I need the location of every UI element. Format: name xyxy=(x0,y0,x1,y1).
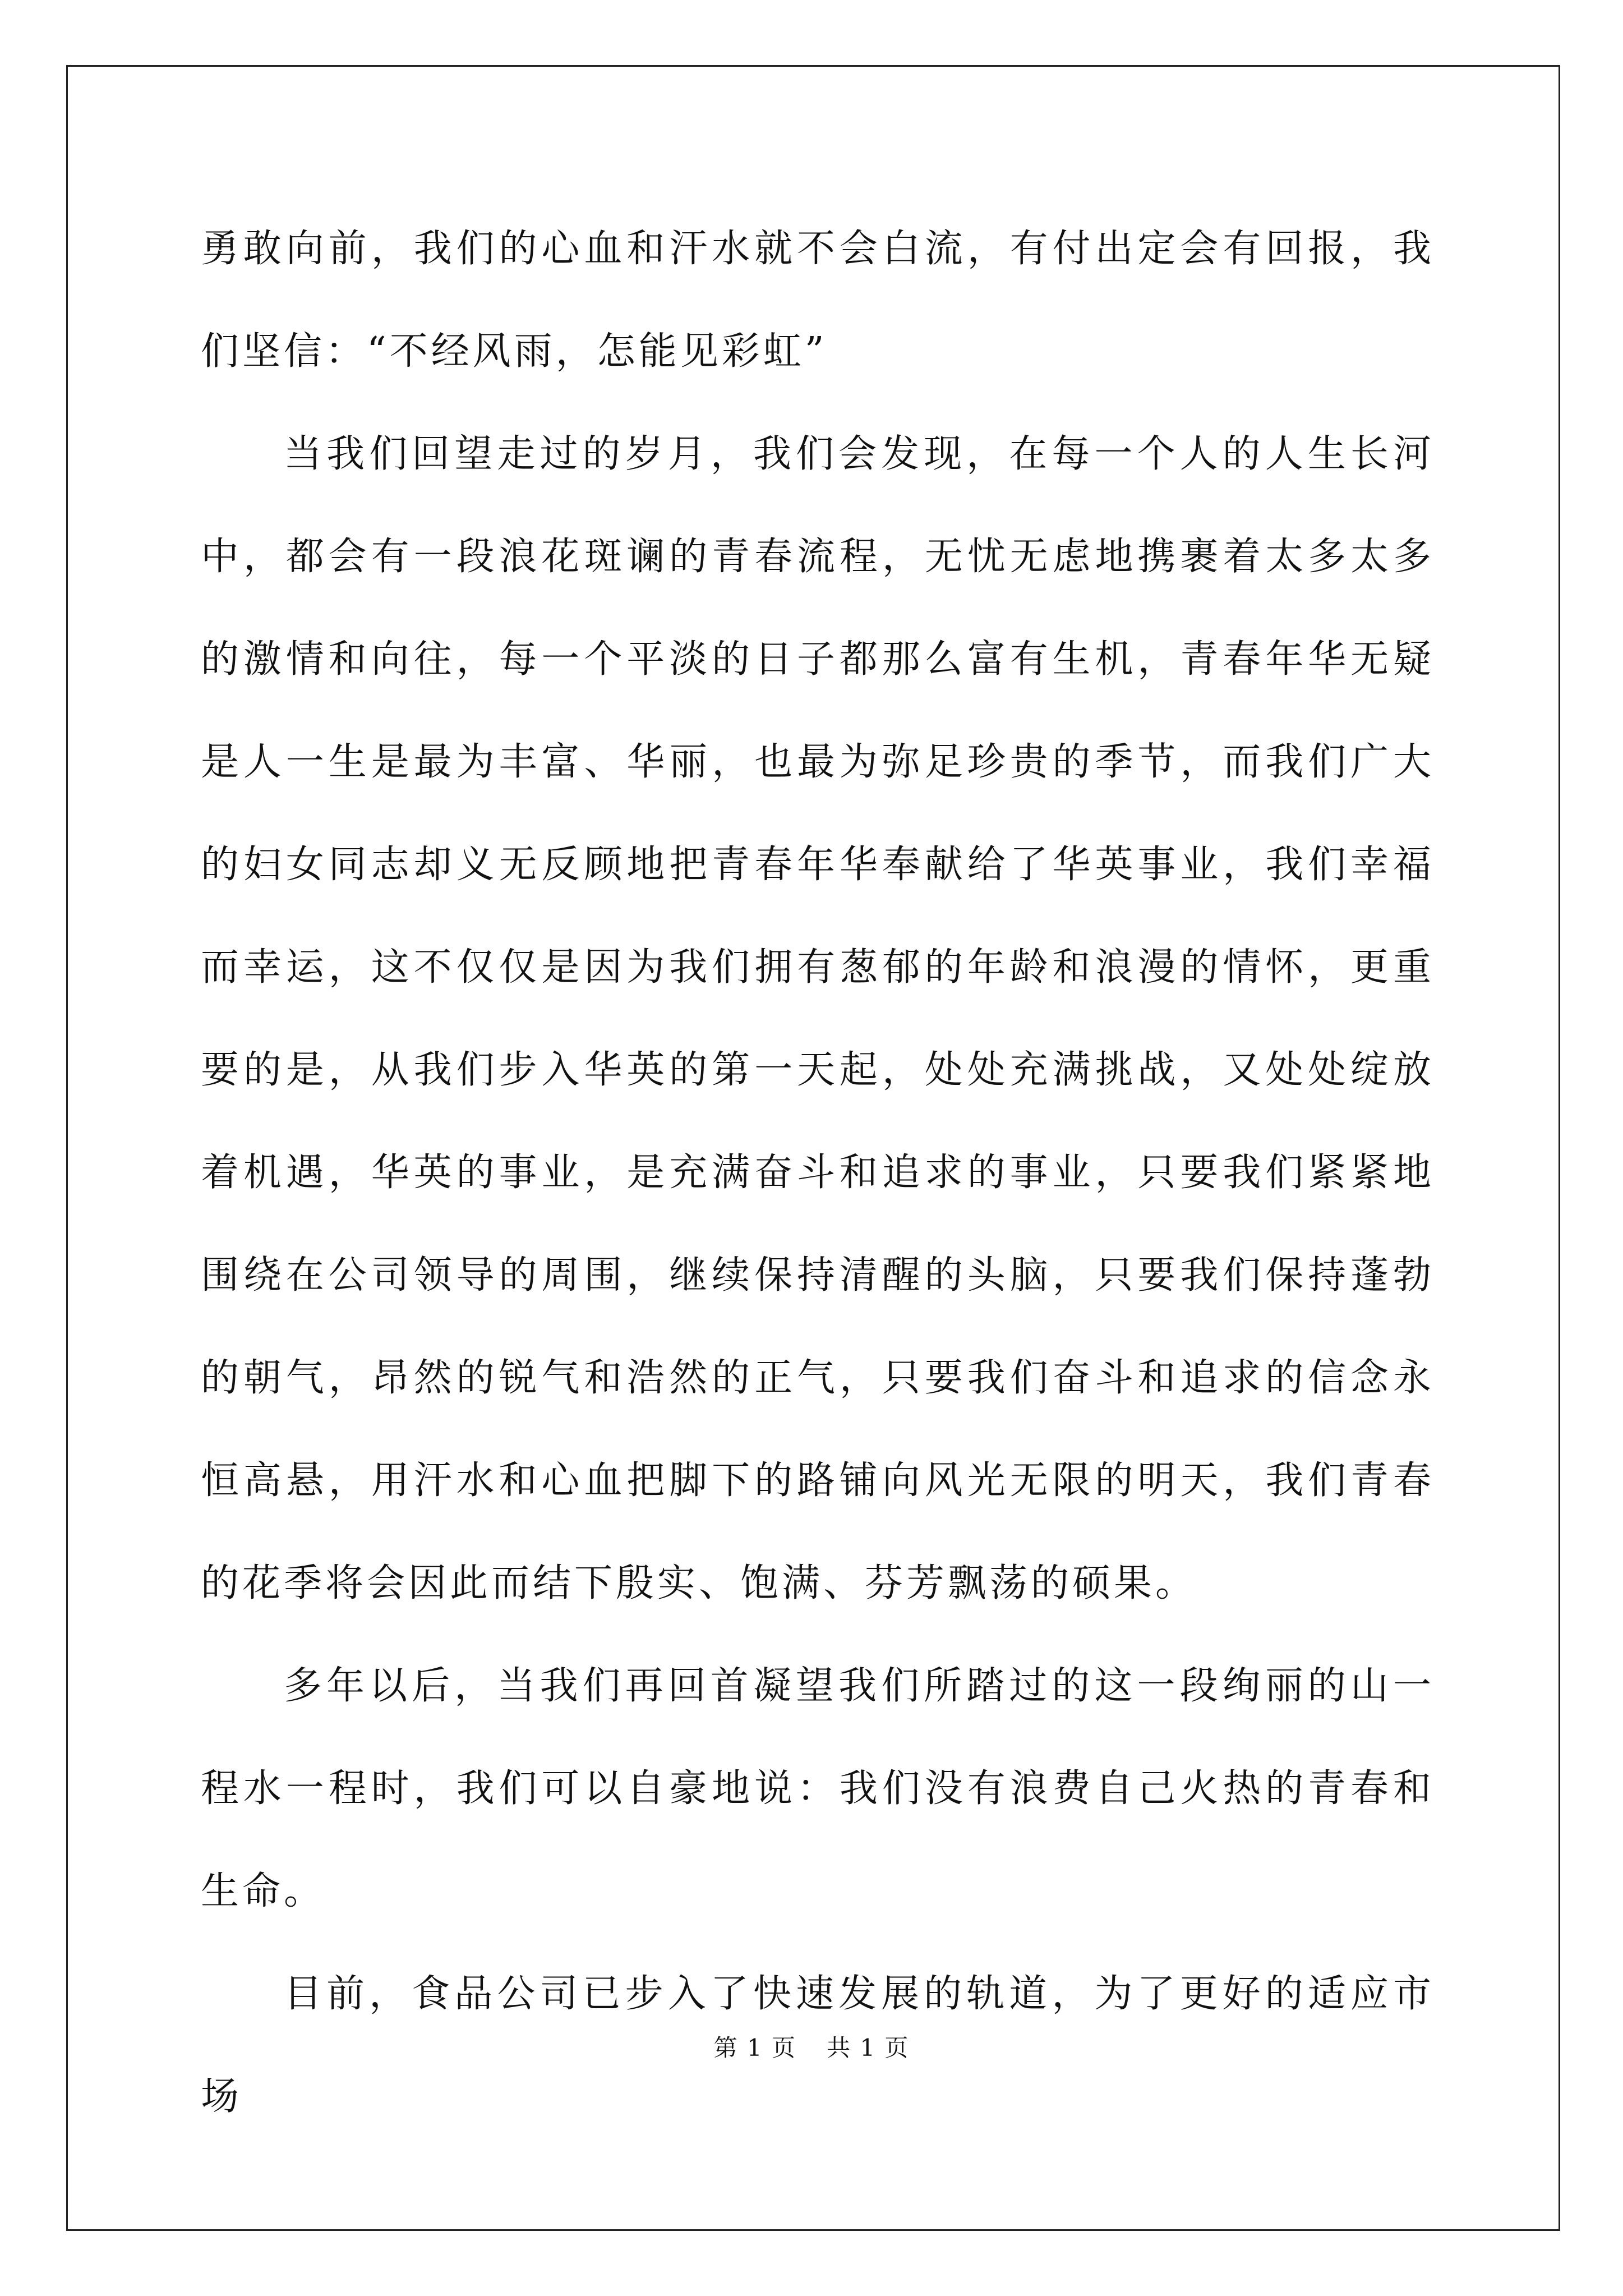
page-footer xyxy=(0,2030,1623,2063)
page-number: 第 1 页 xyxy=(713,2034,796,2062)
document-body xyxy=(201,197,1435,2148)
paragraph: 勇敢向前，我们的心血和汗水就不会白流，有付出定会有回报，我们坚信：“不经风雨，怎能见彩虹” xyxy=(201,227,1435,374)
paragraph: 当我们回望走过的岁月，我们会发现，在每一个人的人生长河中，都会有一段浪花斑谰的青春流程，无忧无虑地携裹着太多太多的激情和向往，每一个平淡的日子都那么富有生机，青春年华无疑是人一生是最为丰富、华丽，也最为弥足珍贵的季节，而我们广大的妇女同志却义无反顾地把青春年华奉献给了华英事业，我们幸福而幸运，这不仅仅是因为我们拥有葱郁的年龄和浪漫的情怀，更重要的是，从我们步入华英的第一天起，处处充满挑战，又处处绽放着机遇，华英的事业，是充满奋斗和追求的事业，只要我们紧紧地围绕在公司领导的周围，继续保持清醒的头脑，只要我们保持蓬勃的朝气，昂然的锐气和浩然的正气，只要我们奋斗和追求的信念永恒高悬，用汗水和心血把脚下的路铺向风光无限的明天，我们青春的花季将会因此而结下殷实、饱满、芬芳飘荡的硕果。 xyxy=(201,432,1435,1605)
paragraph: 多年以后，当我们再回首凝望我们所踏过的这一段绚丽的山一程水一程时，我们可以自豪地说：我们没有浪费自己火热的青春和生命。 xyxy=(201,1664,1435,1913)
page-total: 共 1 页 xyxy=(827,2034,910,2062)
paragraph: 目前，食品公司已步入了快速发展的轨道，为了更好的适应市场 xyxy=(201,1972,1435,2119)
